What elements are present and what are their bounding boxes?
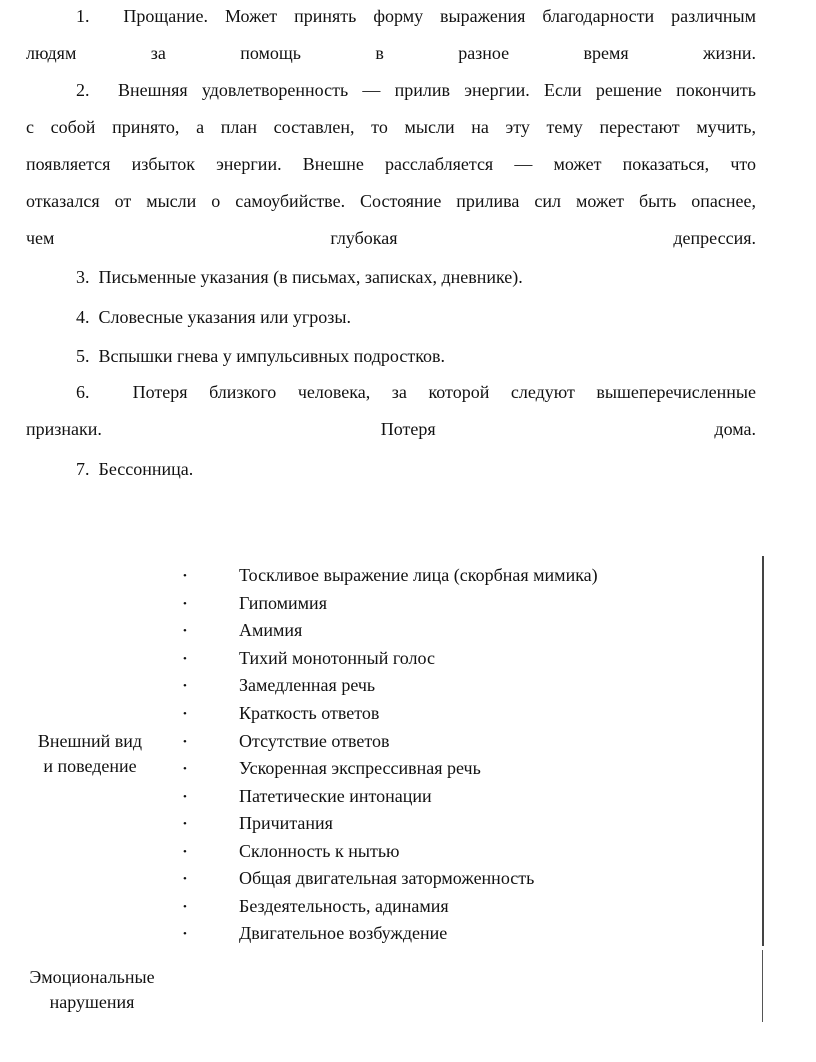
- bullet-icon: •: [183, 901, 187, 913]
- list-item: Замедленная речь: [239, 675, 376, 695]
- paragraph-4: [26, 299, 756, 336]
- list-item: Ускоренная экспрессивная речь: [239, 758, 481, 778]
- paragraph-2: [26, 72, 756, 257]
- list-item: Амимия: [239, 620, 303, 640]
- list-item: Склонность к нытью: [239, 841, 400, 861]
- table-border-right: [762, 950, 763, 1022]
- paragraph-line: Бессонница.: [98, 459, 194, 479]
- bullet-icon: •: [183, 818, 187, 830]
- paragraph-number: 3.: [76, 267, 90, 287]
- list-item: Общая двигательная заторможенность: [239, 868, 535, 888]
- bullet-icon: •: [183, 846, 187, 858]
- paragraph-1: [26, 0, 756, 72]
- list-item: Краткость ответов: [239, 703, 380, 723]
- paragraph-line: Прощание. Может принять форму выражения благодарности различным: [123, 6, 756, 26]
- bullet-icon: •: [183, 873, 187, 885]
- bullet-icon: •: [183, 625, 187, 637]
- paragraph-5: [26, 338, 756, 375]
- list-item: Отсутствие ответов: [239, 731, 390, 751]
- category-appearance-behavior: [24, 729, 156, 779]
- bullet-icon: •: [183, 653, 187, 665]
- category-label: Внешний вид: [37, 731, 143, 751]
- list-item: Гипомимия: [239, 593, 327, 613]
- paragraph-line: Вспышки гнева у импульсивных подростков.: [98, 346, 446, 366]
- paragraph-line: Словесные указания или угрозы.: [98, 307, 351, 327]
- category-emotional-disorders: [14, 965, 170, 1015]
- bullet-icon: •: [183, 598, 187, 610]
- list-item: Бездеятельность, адинамия: [239, 896, 449, 916]
- paragraph-number: 1.: [76, 6, 90, 26]
- paragraph-3: [26, 259, 756, 296]
- bullet-icon: •: [183, 763, 187, 775]
- paragraph-number: 4.: [76, 307, 90, 327]
- list-item: Тихий монотонный голос: [239, 648, 435, 668]
- paragraph-line: отказался от мысли о самоубийстве. Состояние прилива сил может быть опаснее,: [26, 191, 756, 211]
- paragraph-number: 6.: [76, 382, 90, 402]
- table-border-right: [762, 556, 764, 946]
- paragraph-number: 7.: [76, 459, 90, 479]
- bullet-icon: •: [183, 708, 187, 720]
- category-label: и поведение: [43, 756, 137, 776]
- paragraph-line: с собой принято, а план составлен, то мысли на эту тему перестают мучить,: [26, 117, 756, 137]
- paragraph-number: 2.: [76, 80, 90, 100]
- list-item: Причитания: [239, 813, 333, 833]
- bullet-icon: •: [183, 791, 187, 803]
- paragraph-line: Письменные указания (в письмах, записках, дневнике).: [98, 267, 523, 287]
- category-label: Эмоциональные: [29, 967, 155, 987]
- bullet-icon: •: [183, 570, 187, 582]
- bullet-icon: •: [183, 680, 187, 692]
- paragraph-6: [26, 374, 756, 448]
- paragraph-line: Внешняя удовлетворенность — прилив энергии. Если решение покончить: [117, 80, 757, 100]
- list-item: Патетические интонации: [239, 786, 432, 806]
- bullet-icon: •: [183, 928, 187, 940]
- list-item: Двигательное возбуждение: [239, 923, 448, 943]
- paragraph-line: чем глубокая депрессия.: [26, 228, 756, 248]
- paragraph-line: появляется избыток энергии. Внешне расслабляется — может показаться, что: [26, 154, 756, 174]
- list-item: Тоскливое выражение лица (скорбная мимика): [239, 565, 598, 585]
- paragraph-number: 5.: [76, 346, 90, 366]
- bullet-icon: •: [183, 736, 187, 748]
- paragraph-line: людям за помощь в разное время жизни.: [26, 43, 756, 63]
- paragraph-line: признаки. Потеря дома.: [26, 419, 756, 439]
- paragraph-line: Потеря близкого человека, за которой следуют вышеперечисленные: [132, 382, 757, 402]
- paragraph-7: [26, 451, 756, 488]
- category-label: нарушения: [49, 992, 135, 1012]
